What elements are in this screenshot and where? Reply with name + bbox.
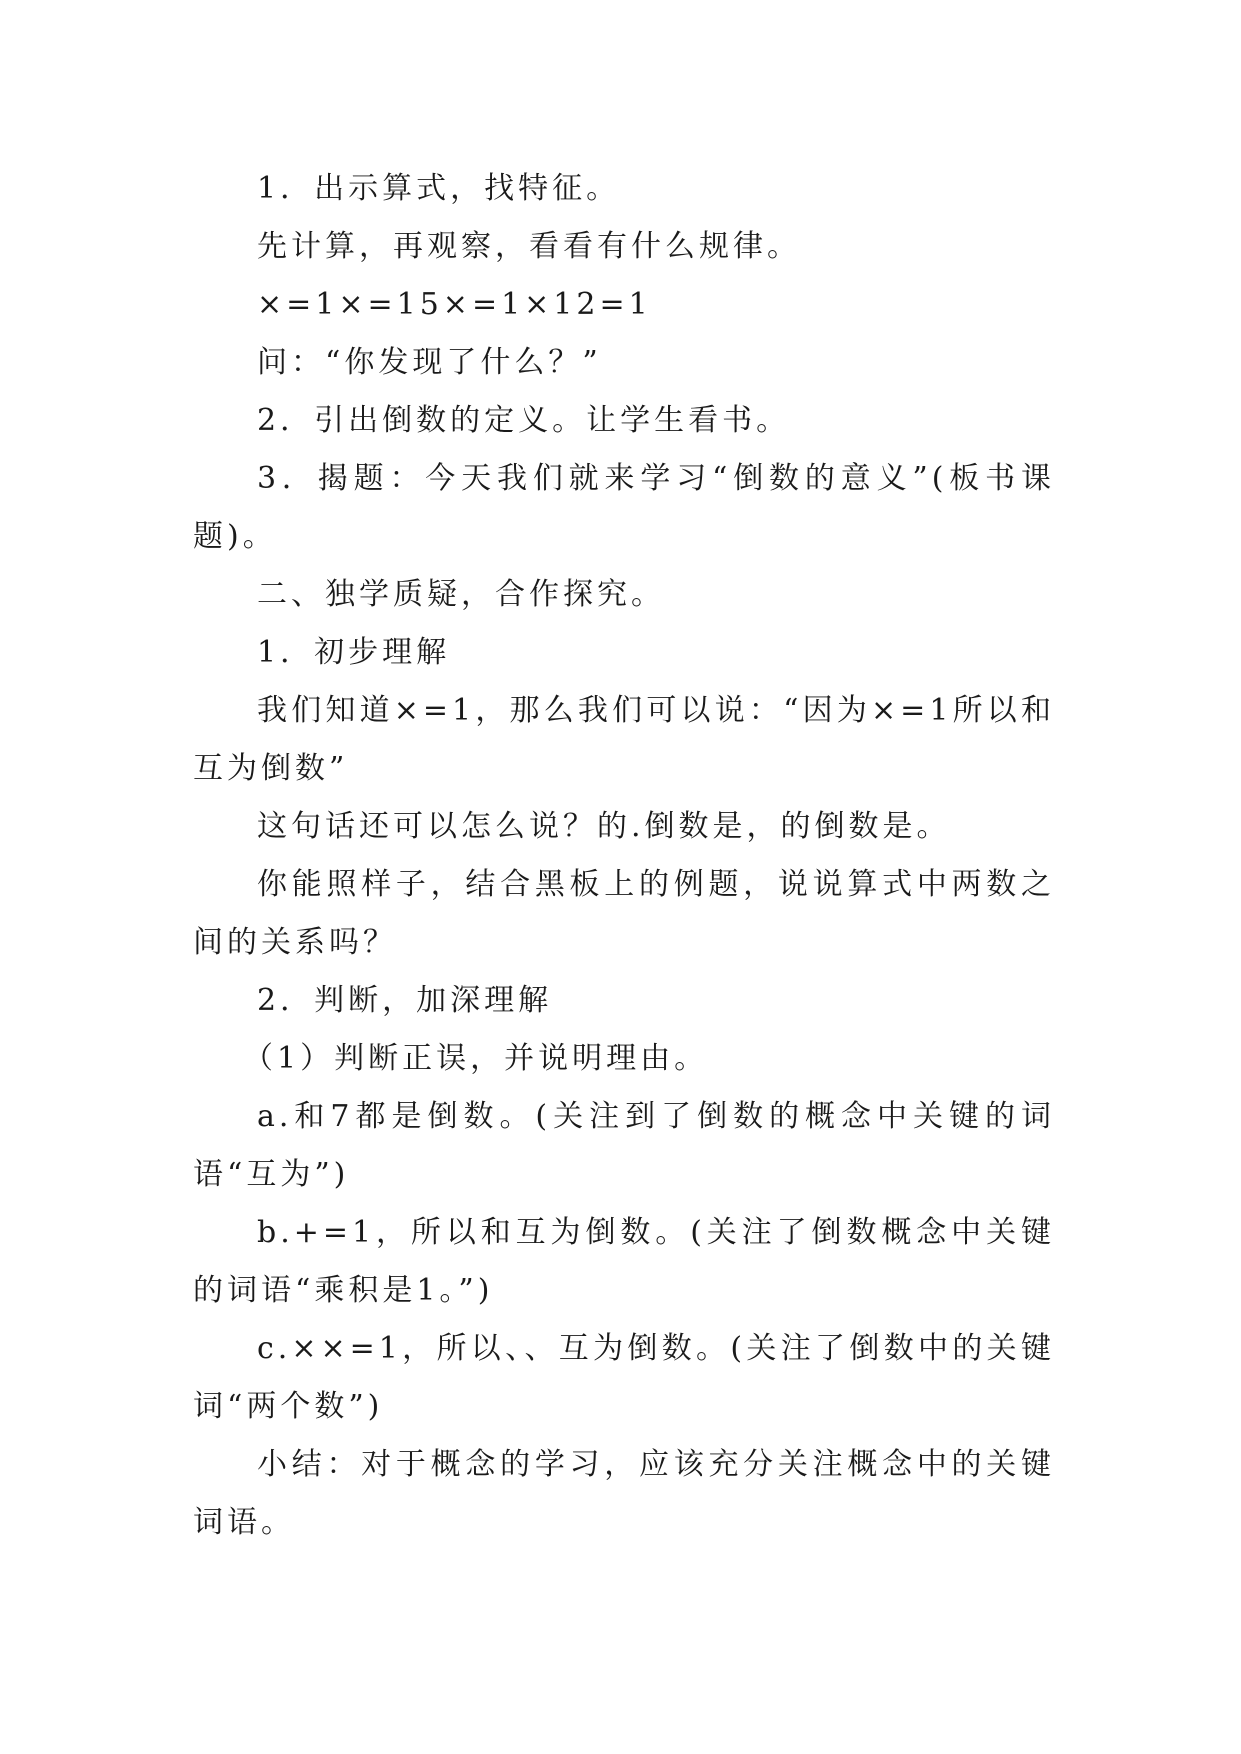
paragraph-item-c: c.××=1，所以、、互为倒数。(关注了倒数中的关键词“两个数”) [193,1331,1055,1424]
paragraph-rephrase-question: 这句话还可以怎么说？的.倒数是，的倒数是。 [257,809,951,844]
paragraph-judge-deepen: 2．判断，加深理解 [257,983,553,1018]
paragraph-question-discovery: 问：“你发现了什么？” [257,345,602,380]
paragraph-example-reciprocal: 我们知道×=1，那么我们可以说：“因为×=1所以和互为倒数” [193,693,1055,786]
paragraph-initial-understanding: 1．初步理解 [257,635,451,670]
paragraph-item-b: b.+=1，所以和互为倒数。(关注了倒数概念中关键的词语“乘积是1。”) [193,1215,1055,1308]
paragraph-judge-true-false: （1）判断正误，并说明理由。 [243,1041,709,1076]
paragraph-step-1-show-formulas: 1．出示算式，找特征。 [257,171,621,206]
paragraph-calculate-observe: 先计算，再观察，看看有什么规律。 [257,229,801,264]
paragraph-formula-row: ×=1×=15×=1×12=1 [257,287,652,322]
paragraph-summary: 小结：对于概念的学习，应该充分关注概念中的关键词语。 [193,1447,1055,1540]
paragraph-section-two-heading: 二、独学质疑，合作探究。 [257,577,665,612]
paragraph-step-3-topic: 3．揭题：今天我们就来学习“倒数的意义”(板书课题)。 [193,461,1055,554]
lesson-text-body [193,160,1055,1552]
paragraph-follow-example: 你能照样子，结合黑板上的例题，说说算式中两数之间的关系吗？ [193,867,1055,960]
paragraph-item-a: a.和7都是倒数。(关注到了倒数的概念中关键的词语“互为”) [193,1099,1055,1192]
paragraph-step-2-definition: 2．引出倒数的定义。让学生看书。 [257,403,791,438]
